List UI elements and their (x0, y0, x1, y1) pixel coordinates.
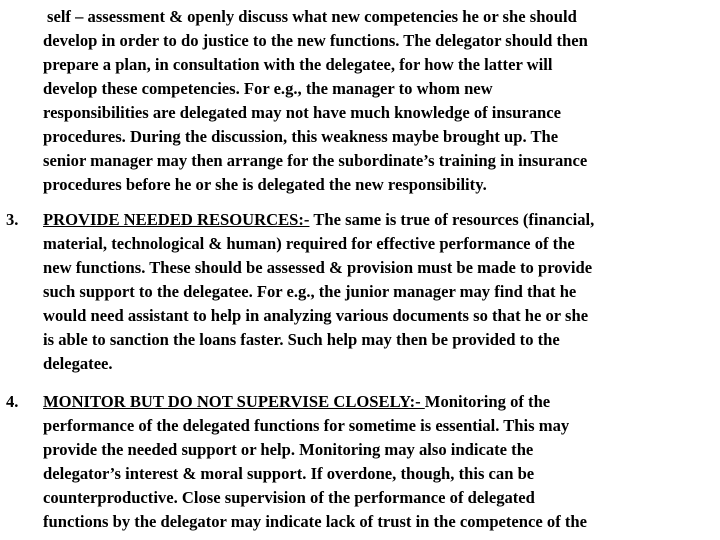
item-text: The same is true of resources (financial, (309, 210, 595, 229)
text-line: procedures before he or she is delegated the new responsibility. (43, 175, 487, 194)
text-line: delegator’s interest & moral support. If overdone, though, this can be (43, 464, 535, 483)
text-line: self – assessment & openly discuss what new competencies he or she should (47, 7, 577, 26)
text-line: develop these competencies. For e.g., the manager to whom new (43, 79, 493, 98)
item-first-line (43, 208, 594, 232)
item-number: 3. (6, 210, 19, 229)
text-line: such support to the delegatee. For e.g., the junior manager may find that he (43, 282, 577, 301)
text-line: material, technological & human) required for effective performance of the (43, 234, 575, 253)
text-line: is able to sanction the loans faster. Such help may then be provided to the (43, 330, 560, 349)
text-line: provide the needed support or help. Monitoring may also indicate the (43, 440, 534, 459)
item-text: Monitoring of the (424, 392, 551, 411)
text-line: functions by the delegator may indicate lack of trust in the competence of the (43, 512, 587, 531)
text-line: prepare a plan, in consultation with the delegatee, for how the latter will (43, 55, 553, 74)
text-line: senior manager may then arrange for the subordinate’s training in insurance (43, 151, 588, 170)
item-number: 4. (6, 392, 19, 411)
text-line: counterproductive. Close supervision of the performance of delegated (43, 488, 535, 507)
item-heading: MONITOR BUT DO NOT SUPERVISE CLOSELY:- (43, 392, 425, 411)
text-line: responsibilities are delegated may not have much knowledge of insurance (43, 103, 561, 122)
item-heading: PROVIDE NEEDED RESOURCES:- (43, 210, 310, 229)
text-line: develop in order to do justice to the new functions. The delegator should then (43, 31, 588, 50)
text-line: delegatee. (43, 354, 113, 373)
text-line: new functions. These should be assessed & provision must be made to provide (43, 258, 593, 277)
item-first-line (43, 390, 550, 414)
text-line: would need assistant to help in analyzing various documents so that he or she (43, 306, 589, 325)
text-line: procedures. During the discussion, this weakness maybe brought up. The (43, 127, 559, 146)
text-line: performance of the delegated functions for sometime is essential. This may (43, 416, 570, 435)
